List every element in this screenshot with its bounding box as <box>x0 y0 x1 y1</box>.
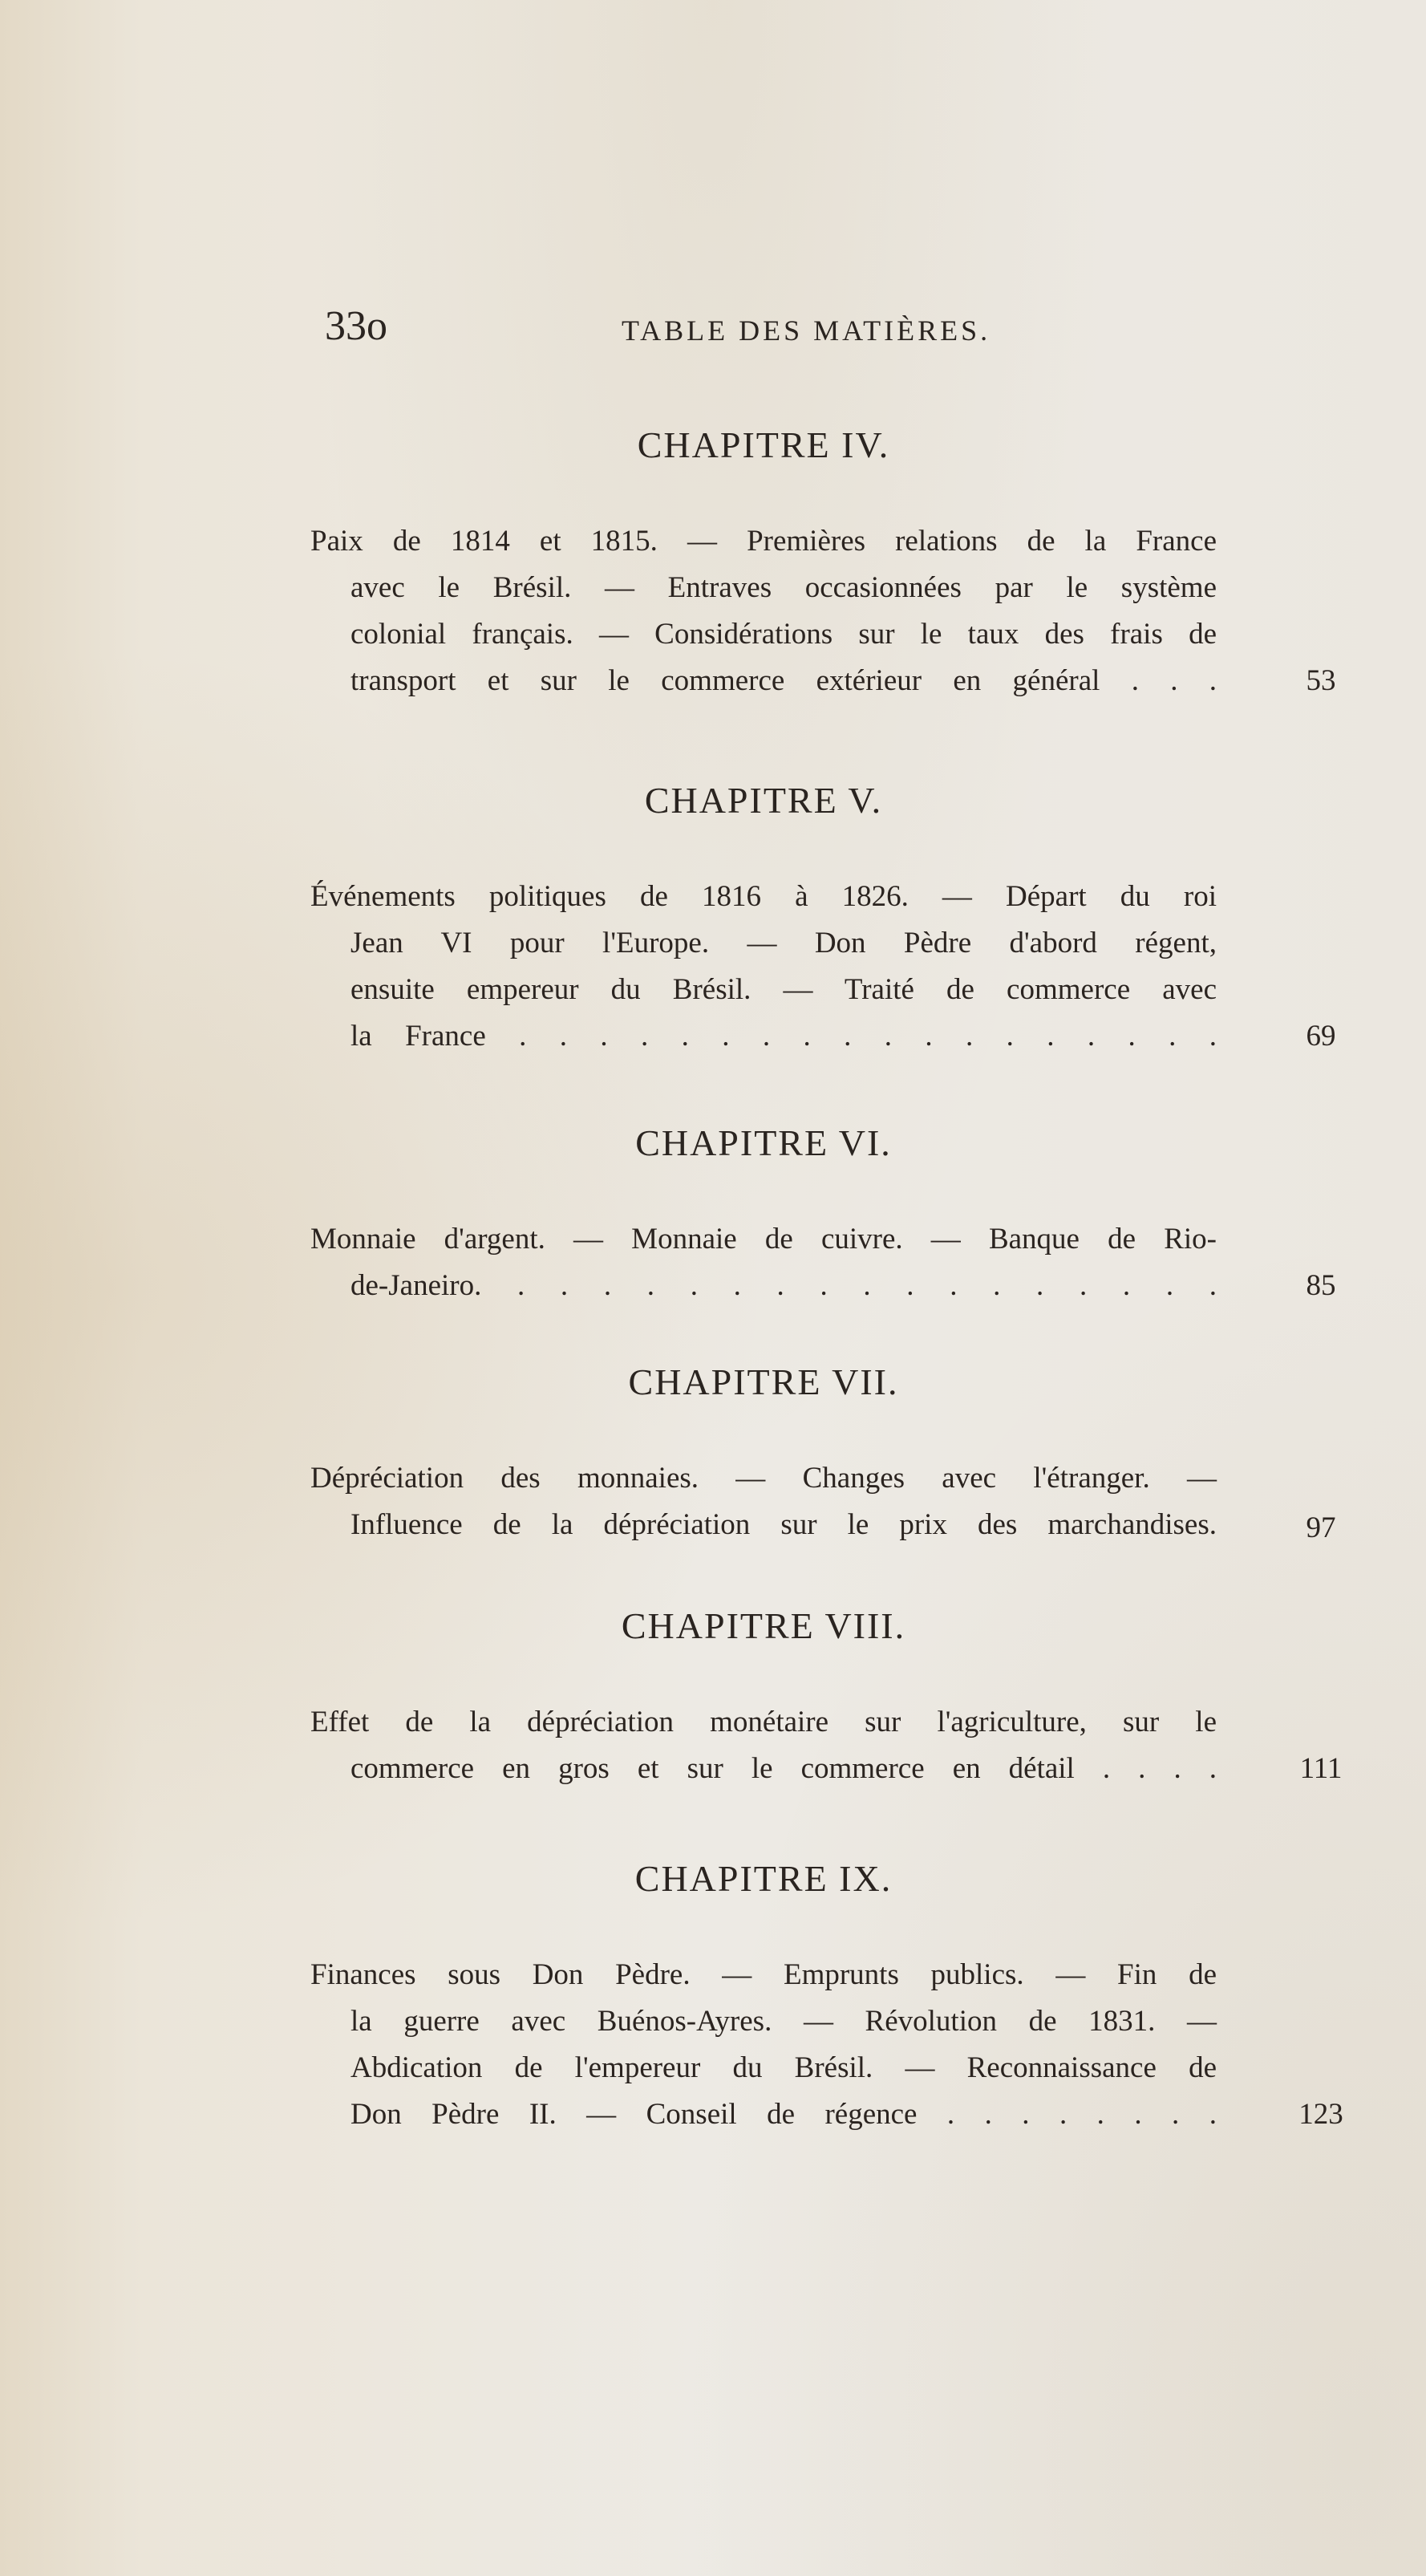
summary-line: Abdication de l'empereur du Brésil. — Reconnaissance de <box>350 2051 1217 2084</box>
summary-line: Don Pèdre II. — Conseil de régence . . . . . . . . <box>350 2098 1217 2131</box>
running-title: TABLE DES MATIÈRES. <box>622 314 991 347</box>
summary-line: colonial français. — Considérations sur le taux des frais de <box>350 618 1217 651</box>
summary-line: Événements politiques de 1816 à 1826. — Départ du roi <box>310 880 1217 913</box>
page-reference: 53 <box>1306 664 1336 697</box>
chapter-title: CHAPITRE VII. <box>628 1361 899 1402</box>
summary-line: commerce en gros et sur le commerce en détail . . . . <box>350 1752 1217 1785</box>
chapter-title: CHAPITRE VI. <box>635 1122 892 1163</box>
page-reference: 111 <box>1299 1752 1343 1785</box>
page-reference: 97 <box>1306 1511 1336 1544</box>
summary-line: Influence de la dépréciation sur le prix des marchandises. <box>350 1508 1217 1541</box>
page-reference: 123 <box>1298 2098 1343 2131</box>
summary-line: Finances sous Don Pèdre. — Emprunts publics. — Fin de <box>310 1958 1217 1991</box>
chapter-title: CHAPITRE IV. <box>637 424 890 465</box>
summary-line: la France . . . . . . . . . . . . . . . . . . <box>350 1020 1217 1053</box>
page-number: 33o <box>325 303 387 349</box>
page-reference: 69 <box>1306 1020 1336 1053</box>
summary-line: ensuite empereur du Brésil. — Traité de commerce avec <box>350 973 1217 1006</box>
summary-line: Effet de la dépréciation monétaire sur l'agriculture, sur le <box>310 1706 1217 1738</box>
summary-line: transport et sur le commerce extérieur en général . . . <box>350 664 1217 697</box>
summary-line: Dépréciation des monnaies. — Changes avec l'étranger. — <box>310 1462 1217 1495</box>
chapter-title: CHAPITRE VIII. <box>621 1605 906 1646</box>
chapter-title: CHAPITRE IX. <box>634 1858 893 1899</box>
page-header <box>325 298 1351 355</box>
summary-line: Paix de 1814 et 1815. — Premières relations de la France <box>310 525 1217 558</box>
summary-line: avec le Brésil. — Entraves occasionnées par le système <box>350 571 1217 604</box>
chapter-title: CHAPITRE V. <box>644 780 883 821</box>
summary-line: de-Janeiro. . . . . . . . . . . . . . . . . . <box>350 1269 1217 1302</box>
summary-line: la guerre avec Buénos-Ayres. — Révolution de 1831. — <box>350 2005 1217 2038</box>
summary-line: Jean VI pour l'Europe. — Don Pèdre d'abord régent, <box>350 927 1217 959</box>
summary-line: Monnaie d'argent. — Monnaie de cuivre. — Banque de Rio- <box>310 1223 1217 1256</box>
page-reference: 85 <box>1306 1269 1336 1302</box>
